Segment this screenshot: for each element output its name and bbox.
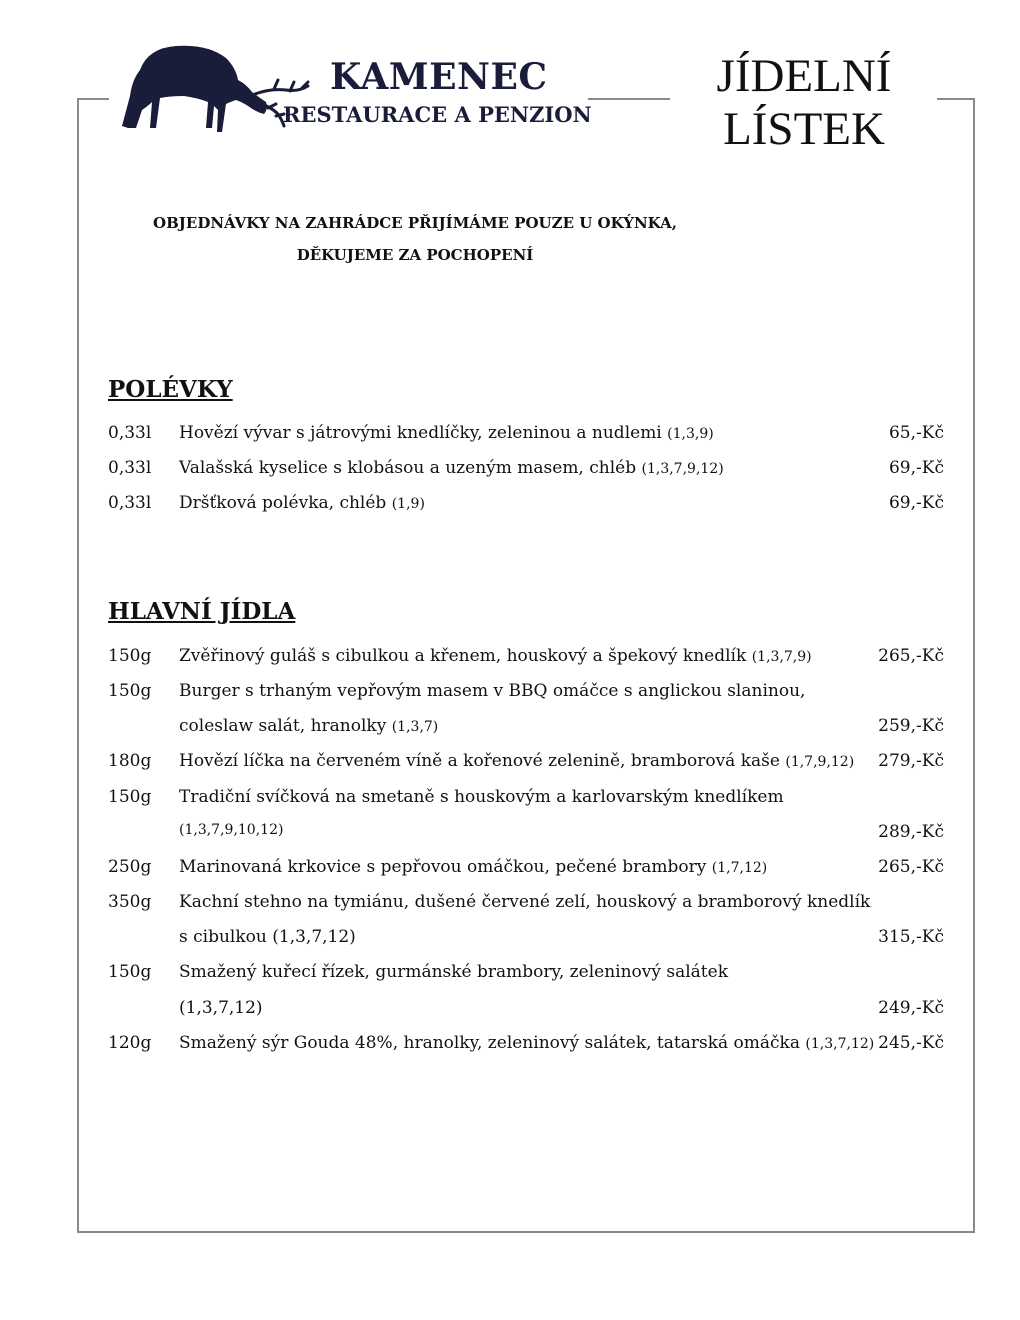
item-description bbox=[179, 716, 438, 736]
item-name: Zvěřinový guláš s cibulkou a křenem, houskový a špekový knedlík bbox=[179, 646, 747, 666]
item-price: 279,-Kč bbox=[878, 751, 944, 771]
item-name: Hovězí líčka na červeném víně a kořenové zelenině, bramborová kaše bbox=[179, 751, 780, 771]
item-allergens: (1,9) bbox=[391, 496, 425, 512]
item-description bbox=[179, 927, 356, 947]
item-allergens: (1,3,7,12) bbox=[179, 998, 263, 1018]
menu-item bbox=[108, 646, 944, 676]
item-quantity: 150g bbox=[108, 962, 152, 982]
item-price: 265,-Kč bbox=[878, 646, 944, 666]
item-price: 69,-Kč bbox=[888, 493, 944, 513]
item-name-line1: Burger s trhaným vepřovým masem v BBQ omáčce s anglickou slaninou, bbox=[179, 681, 806, 701]
item-description bbox=[179, 1033, 874, 1053]
item-name-line2: coleslaw salát, hranolky bbox=[179, 716, 387, 736]
item-allergens: (1,3,7,12) bbox=[805, 1036, 875, 1052]
frame-top-border-middle bbox=[588, 98, 670, 100]
notice-line1: OBJEDNÁVKY NA ZAHRÁDCE PŘIJÍMÁME POUZE U OKÝNKA, bbox=[153, 214, 677, 232]
item-name: Marinovaná krkovice s pepřovou omáčkou, pečené brambory bbox=[179, 857, 707, 877]
item-quantity: 150g bbox=[108, 787, 152, 807]
menu-item bbox=[108, 681, 944, 711]
item-description bbox=[179, 423, 714, 443]
item-price: 69,-Kč bbox=[888, 458, 944, 478]
item-quantity: 180g bbox=[108, 751, 152, 771]
menu-item bbox=[108, 857, 944, 887]
item-name-line1: Smažený kuřecí řízek, gurmánské brambory, zeleninový salátek bbox=[179, 962, 728, 982]
brand-subtitle: RESTAURACE A PENZION bbox=[283, 102, 592, 127]
notice-line2: DĚKUJEME ZA POCHOPENÍ bbox=[296, 246, 534, 264]
item-price: 65,-Kč bbox=[888, 423, 944, 443]
item-name-line1: Tradiční svíčková na smetaně s houskovým a karlovarským knedlíkem bbox=[179, 787, 784, 807]
item-quantity: 0,33l bbox=[108, 458, 152, 478]
item-allergens: (1,3,7,12) bbox=[272, 927, 356, 947]
item-allergens: (1,3,7,9) bbox=[751, 649, 812, 665]
item-quantity: 350g bbox=[108, 892, 152, 912]
section-title-soups: POLÉVKY bbox=[108, 376, 233, 403]
item-allergens: (1,3,7,9,12) bbox=[641, 461, 724, 477]
item-description bbox=[179, 458, 724, 478]
frame-bottom-border bbox=[77, 1231, 975, 1233]
frame-left-border bbox=[77, 98, 79, 1232]
menu-item bbox=[108, 423, 944, 453]
menu-item-continuation bbox=[108, 998, 944, 1028]
menu-item-continuation bbox=[108, 927, 944, 957]
item-name: Hovězí vývar s játrovými knedlíčky, zeleninou a nudlemi bbox=[179, 423, 662, 443]
item-price: 315,-Kč bbox=[878, 927, 944, 947]
menu-item bbox=[108, 751, 944, 781]
item-name-line2: s cibulkou bbox=[179, 927, 267, 947]
item-allergens: (1,7,12) bbox=[711, 860, 768, 876]
item-name: Valašská kyselice s klobásou a uzeným masem, chléb bbox=[179, 458, 637, 478]
brand-name: KAMENEC bbox=[330, 56, 548, 98]
item-name: Smažený sýr Gouda 48%, hranolky, zeleninový salátek, tatarská omáčka bbox=[179, 1033, 800, 1053]
item-name: Dršťková polévka, chléb bbox=[179, 493, 387, 513]
menu-item bbox=[108, 493, 944, 523]
item-name-line1: Kachní stehno na tymiánu, dušené červené zelí, houskový a bramborový knedlík bbox=[179, 892, 871, 912]
frame-top-border-left bbox=[77, 98, 109, 100]
item-price: 245,-Kč bbox=[878, 1033, 944, 1053]
menu-item-continuation bbox=[108, 822, 944, 852]
menu-title-line2: LÍSTEK bbox=[723, 103, 885, 155]
section-title-mains: HLAVNÍ JÍDLA bbox=[108, 598, 296, 625]
item-allergens: (1,3,9) bbox=[667, 426, 714, 442]
menu-item-continuation bbox=[108, 716, 944, 746]
menu-item bbox=[108, 458, 944, 488]
item-quantity: 120g bbox=[108, 1033, 152, 1053]
item-quantity: 150g bbox=[108, 681, 152, 701]
item-price: 259,-Kč bbox=[878, 716, 944, 736]
item-price: 249,-Kč bbox=[878, 998, 944, 1018]
menu-title-line1: JÍDELNÍ bbox=[716, 50, 892, 102]
menu-item bbox=[108, 787, 944, 817]
menu-item bbox=[108, 962, 944, 992]
item-price: 265,-Kč bbox=[878, 857, 944, 877]
item-allergens: (1,3,7) bbox=[391, 719, 439, 735]
item-quantity: 150g bbox=[108, 646, 152, 666]
item-allergens: (1,3,7,9,10,12) bbox=[179, 822, 284, 838]
menu-title bbox=[680, 50, 928, 156]
item-quantity: 0,33l bbox=[108, 493, 152, 513]
item-description bbox=[179, 857, 767, 877]
item-quantity: 250g bbox=[108, 857, 152, 877]
item-quantity: 0,33l bbox=[108, 423, 152, 443]
item-allergens: (1,7,9,12) bbox=[785, 754, 855, 770]
item-price: 289,-Kč bbox=[878, 822, 944, 842]
frame-right-border bbox=[973, 98, 975, 1232]
item-description bbox=[179, 751, 854, 771]
item-description bbox=[179, 493, 425, 513]
menu-item bbox=[108, 1033, 944, 1063]
frame-top-border-right bbox=[937, 98, 975, 100]
menu-item bbox=[108, 892, 944, 922]
item-description bbox=[179, 646, 812, 666]
